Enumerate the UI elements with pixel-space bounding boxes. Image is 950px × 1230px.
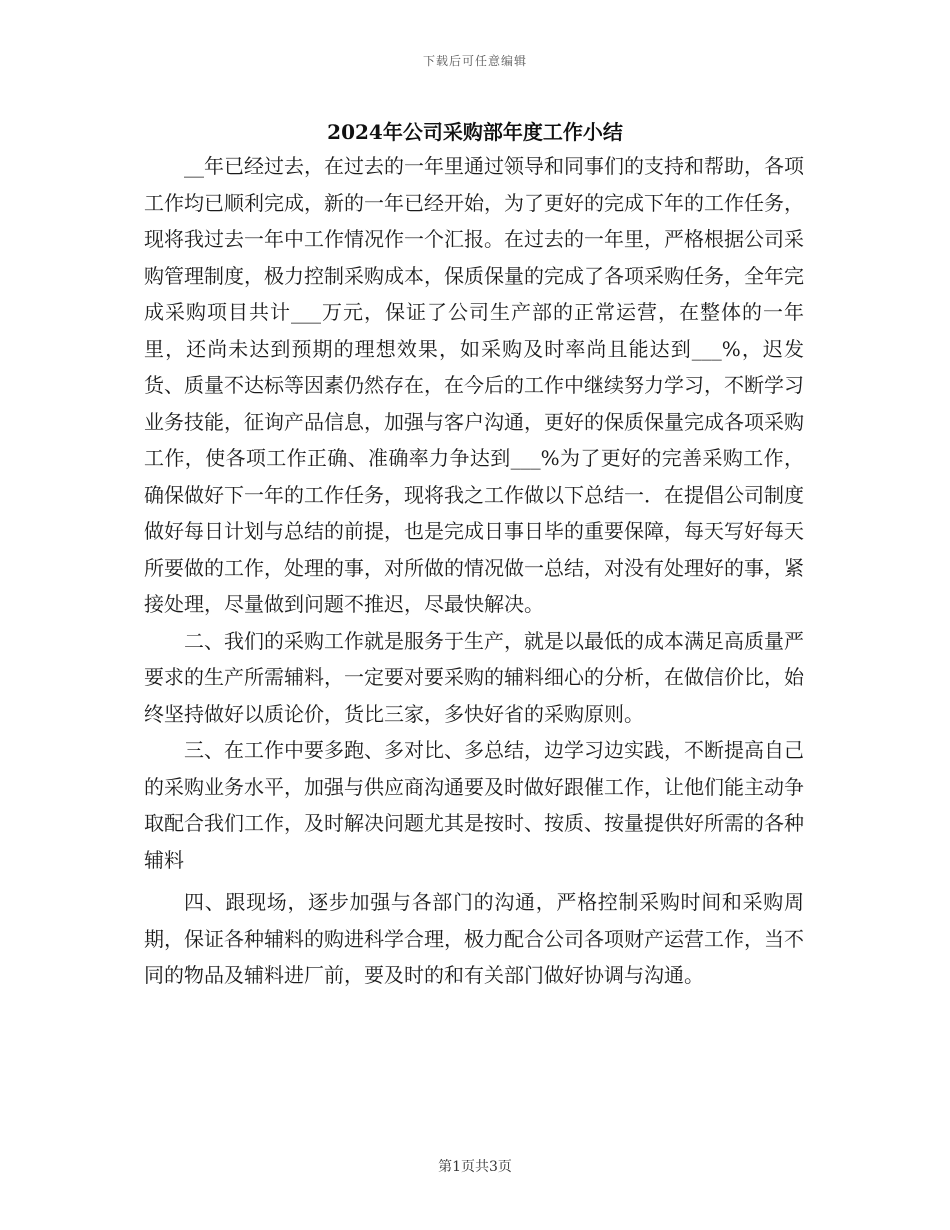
paragraph-section-2: 二、我们的采购工作就是服务于生产，就是以最低的成本满足高质量严要求的生产所需辅料，一定要对要采购的辅料细心的分析，在做信价比，始终坚持做好以质论价，货比三家，多快好省的采购原则。 xyxy=(144,628,804,726)
page-number: 第1页共3页 xyxy=(438,1159,512,1175)
paragraph-intro: __年已经过去，在过去的一年里通过领导和同事们的支持和帮助，各项工作均已顺利完成，新的一年已经开始，为了更好的完成下年的工作任务，现将我过去一年中工作情况作一个汇报。在过去的一年里，严格根据公司采购管理制度，极力控制采购成本，保质保量的完成了各项采购任务，全年完成采购项目共计___万元，保证了公司生产部的正常运营，在整体的一年里，还尚未达到预期的理想效果，如采购及时率尚且能达到___%，迟发货、质量不达标等因素仍然存在，在今后的工作中继续努力学习，不断学习业务技能，征询产品信息，加强与客户沟通，更好的保质保量完成各项采购工作，使各项工作正确、准确率力争达到___%为了更好的完善采购工作，确保做好下一年的工作任务，现将我之工作做以下总结一．在提倡公司制度做好每日计划与总结的前提，也是完成日事日毕的重要保障，每天写好每天所要做的工作，处理的事，对所做的情况做一总结，对没有处理好的事，紧接处理，尽量做到问题不推迟，尽最快解决。 xyxy=(144,154,804,616)
paragraph-section-4: 四、跟现场，逐步加强与各部门的沟通，严格控制采购时间和采购周期，保证各种辅料的购进科学合理，极力配合公司各项财产运营工作，当不同的物品及辅料进厂前，要及时的和有关部门做好协调与沟通。 xyxy=(144,890,804,987)
paragraph-section-3: 三、在工作中要多跑、多对比、多总结，边学习边实践，不断提高自己的采购业务水平，加强与供应商沟通要及时做好跟催工作，让他们能主动争取配合我们工作，及时解决问题尤其是按时、按质、按量提供好所需的各种辅料 xyxy=(144,738,804,872)
document-title: 2024年公司采购部年度工作小结 xyxy=(327,120,623,144)
page-header-note: 下载后可任意编辑 xyxy=(422,54,527,68)
document-body xyxy=(144,148,804,994)
